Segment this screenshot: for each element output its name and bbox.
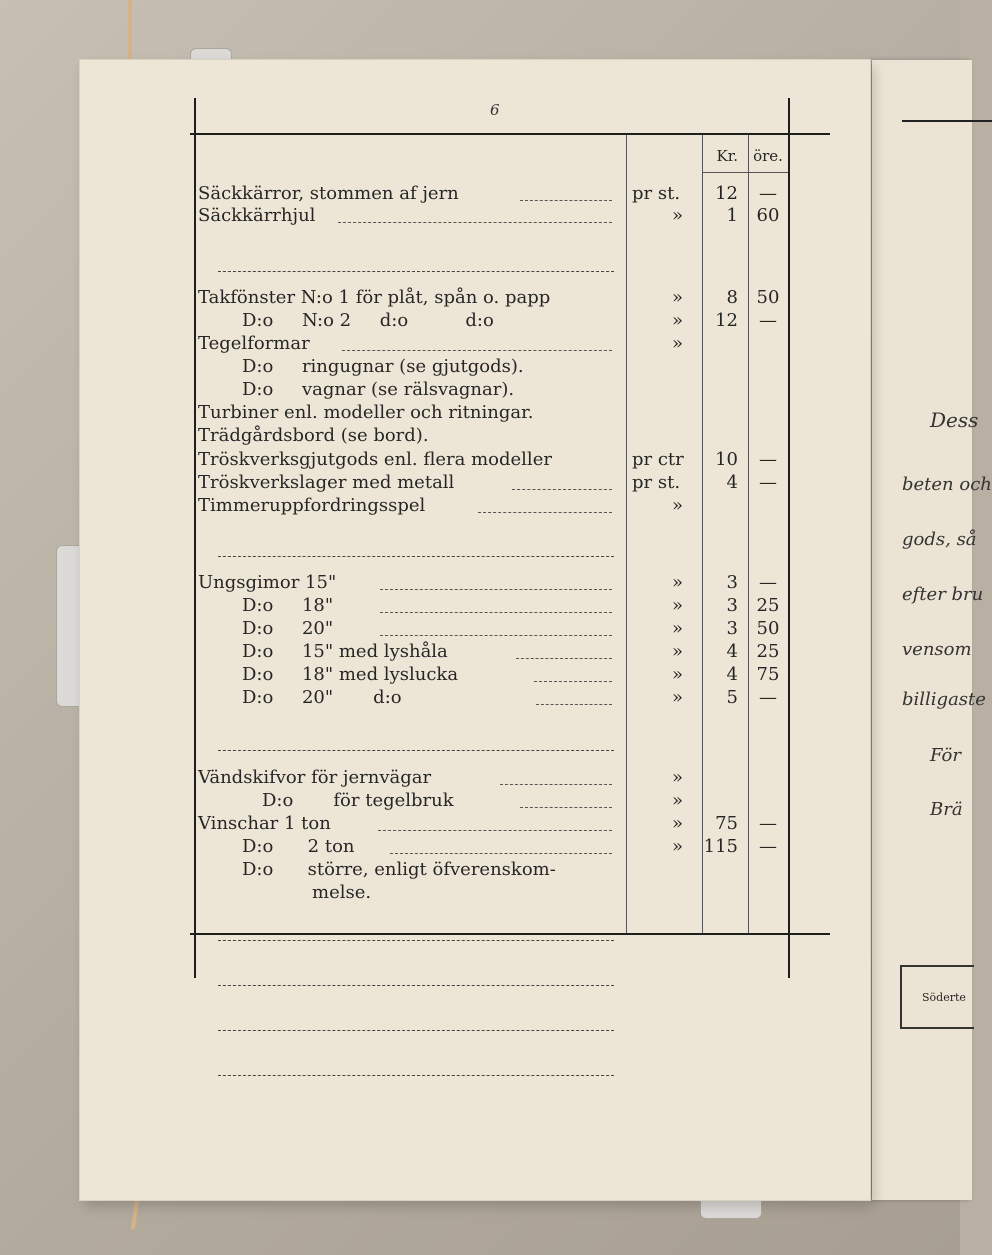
row-kr: 3	[726, 618, 738, 639]
row-kr: 4	[726, 664, 738, 685]
leader-dots	[378, 830, 612, 831]
row-ore: —	[759, 836, 777, 857]
leader-dots	[380, 612, 612, 613]
row-ore: 75	[756, 664, 780, 685]
row-ore: 25	[756, 641, 780, 662]
row-ore: 50	[756, 287, 780, 308]
row-kr: 4	[726, 472, 738, 493]
row-ore: —	[759, 572, 777, 593]
leader-dots	[380, 589, 612, 590]
adjacent-fragment: gods, så	[902, 529, 977, 550]
row-unit: »	[672, 572, 684, 593]
row-item: Turbiner enl. modeller och ritningar.	[198, 402, 534, 423]
row-item: D:o större, enligt öfverenskom-	[242, 859, 556, 880]
row-unit: »	[672, 287, 684, 308]
row-unit: »	[672, 641, 684, 662]
adjacent-fragment: billigaste	[902, 689, 986, 710]
row-ore: 60	[756, 205, 780, 226]
adjacent-fragment: Brä	[930, 799, 963, 820]
column-separator	[626, 135, 627, 933]
row-item: Säckkärror, stommen af jern	[198, 183, 459, 204]
row-item: Vinschar 1 ton	[198, 813, 331, 834]
row-item: D:o för tegelbruk	[262, 790, 454, 811]
adjacent-rule	[902, 120, 992, 122]
row-ore: —	[759, 687, 777, 708]
row-unit: »	[672, 618, 684, 639]
row-ore: —	[759, 472, 777, 493]
row-ore: —	[759, 813, 777, 834]
row-item: Timmeruppfordringsspel	[198, 495, 426, 516]
row-unit: »	[672, 836, 684, 857]
row-unit: »	[672, 333, 684, 354]
row-kr: 75	[715, 813, 738, 834]
row-unit: »	[672, 310, 684, 331]
row-item: Säckkärrhjul	[198, 205, 316, 226]
row-item: Tröskverksgjutgods enl. flera modeller	[198, 449, 552, 470]
row-ore: 50	[756, 618, 780, 639]
row-kr: 3	[726, 572, 738, 593]
row-kr: 8	[726, 287, 738, 308]
section-separator	[218, 940, 614, 941]
row-item: D:o 18"	[242, 595, 334, 616]
row-item: Takfönster N:o 1 för plåt, spån o. papp	[198, 287, 551, 308]
row-unit: »	[672, 495, 684, 516]
leader-dots	[536, 704, 612, 705]
adjacent-fragment: beten och	[902, 474, 992, 495]
bottom-rule	[190, 933, 830, 935]
section-separator	[218, 1030, 614, 1031]
column-separator	[748, 135, 749, 933]
row-item: D:o N:o 2 d:o d:o	[242, 310, 494, 331]
leader-dots	[520, 807, 612, 808]
leader-dots	[520, 200, 612, 201]
row-unit: »	[672, 205, 684, 226]
row-item: melse.	[312, 882, 372, 903]
row-item: Vändskifvor för jernvägar	[198, 767, 432, 788]
column-heading-ore: öre.	[753, 147, 783, 165]
row-item: Ungsgimor 15"	[198, 572, 337, 593]
right-rule	[788, 98, 790, 978]
row-kr: 3	[726, 595, 738, 616]
leader-dots	[380, 635, 612, 636]
leader-dots	[478, 512, 612, 513]
row-item: D:o vagnar (se rälsvagnar).	[242, 379, 515, 400]
leader-dots	[390, 853, 612, 854]
row-unit: pr st.	[632, 472, 681, 493]
row-item: D:o ringugnar (se gjutgods).	[242, 356, 524, 377]
row-item: D:o 20" d:o	[242, 687, 402, 708]
row-unit: »	[672, 687, 684, 708]
adjacent-fragment: Söderte	[922, 991, 966, 1004]
row-unit: »	[672, 767, 684, 788]
section-separator	[218, 1075, 614, 1076]
row-ore: —	[759, 310, 777, 331]
row-item: Trädgårdsbord (se bord).	[198, 425, 429, 446]
row-item: D:o 20"	[242, 618, 334, 639]
row-unit: pr st.	[632, 183, 681, 204]
row-item: Tröskverkslager med metall	[198, 472, 455, 493]
row-unit: »	[672, 813, 684, 834]
adjacent-fragment: För	[930, 745, 961, 766]
row-ore: —	[759, 449, 777, 470]
adjacent-fragment: vensom	[902, 639, 972, 660]
leader-dots	[516, 658, 612, 659]
adjacent-fragment: Dess	[930, 408, 979, 432]
row-item: Tegelformar	[198, 333, 310, 354]
row-item: D:o 15" med lyshåla	[242, 641, 448, 662]
leader-dots	[500, 784, 612, 785]
left-rule	[194, 98, 196, 978]
row-kr: 10	[715, 449, 738, 470]
leader-dots	[534, 681, 612, 682]
page-number: 6	[490, 101, 500, 119]
row-item: D:o 2 ton	[242, 836, 355, 857]
leader-dots	[342, 350, 612, 351]
column-heading-kr: Kr.	[716, 147, 738, 165]
leader-dots	[338, 222, 612, 223]
row-ore: —	[759, 183, 777, 204]
row-kr: 12	[715, 183, 738, 204]
header-underline	[702, 172, 788, 173]
row-kr: 4	[726, 641, 738, 662]
row-kr: 115	[703, 836, 738, 857]
row-ore: 25	[756, 595, 780, 616]
row-unit: »	[672, 790, 684, 811]
row-kr: 5	[726, 687, 738, 708]
section-separator	[218, 985, 614, 986]
adjacent-page	[872, 60, 992, 1200]
section-separator	[218, 750, 614, 751]
leader-dots	[512, 489, 612, 490]
row-unit: »	[672, 664, 684, 685]
section-separator	[218, 271, 614, 272]
catalog-page	[80, 60, 870, 1200]
top-rule	[190, 133, 830, 135]
row-item: D:o 18" med lyslucka	[242, 664, 459, 685]
row-unit: »	[672, 595, 684, 616]
adjacent-fragment: efter bru	[902, 584, 984, 605]
row-unit: pr ctr	[632, 449, 684, 470]
row-kr: 1	[726, 205, 738, 226]
section-separator	[218, 556, 614, 557]
row-kr: 12	[715, 310, 738, 331]
